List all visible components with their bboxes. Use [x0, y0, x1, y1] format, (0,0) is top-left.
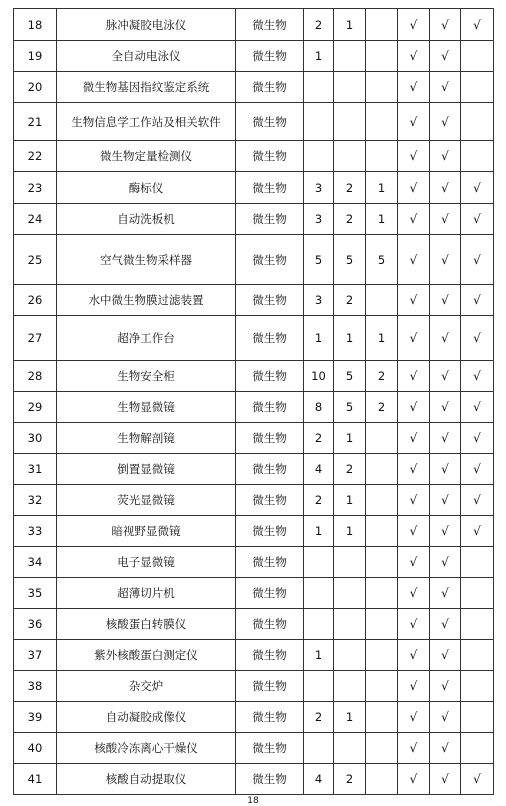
check-3: √	[461, 516, 494, 547]
count-a: 10	[304, 361, 334, 392]
count-b	[334, 671, 366, 702]
check-3	[461, 141, 494, 172]
row-number: 29	[14, 392, 57, 423]
equipment-name: 暗视野显微镜	[57, 516, 236, 547]
count-c	[366, 671, 398, 702]
count-c	[366, 141, 398, 172]
count-c	[366, 72, 398, 103]
check-2: √	[430, 733, 461, 764]
count-b: 5	[334, 235, 366, 285]
count-b	[334, 640, 366, 671]
count-a: 1	[304, 316, 334, 361]
check-1: √	[398, 172, 430, 204]
count-a: 2	[304, 702, 334, 733]
check-2: √	[430, 361, 461, 392]
count-a: 2	[304, 423, 334, 454]
equipment-name: 超薄切片机	[57, 578, 236, 609]
table-row	[14, 41, 494, 72]
table-row	[14, 609, 494, 640]
count-b	[334, 733, 366, 764]
table-row	[14, 516, 494, 547]
category: 微生物	[236, 41, 304, 72]
check-2: √	[430, 516, 461, 547]
check-3	[461, 640, 494, 671]
count-c	[366, 423, 398, 454]
check-2: √	[430, 285, 461, 316]
check-2: √	[430, 141, 461, 172]
check-1: √	[398, 609, 430, 640]
check-1: √	[398, 423, 430, 454]
count-c	[366, 702, 398, 733]
check-1: √	[398, 454, 430, 485]
check-1: √	[398, 316, 430, 361]
equipment-table	[13, 8, 494, 795]
category: 微生物	[236, 454, 304, 485]
category: 微生物	[236, 72, 304, 103]
check-3	[461, 702, 494, 733]
check-2: √	[430, 578, 461, 609]
row-number: 30	[14, 423, 57, 454]
row-number: 39	[14, 702, 57, 733]
count-c	[366, 285, 398, 316]
count-a	[304, 671, 334, 702]
category: 微生物	[236, 609, 304, 640]
check-2: √	[430, 172, 461, 204]
check-2: √	[430, 204, 461, 235]
check-1: √	[398, 702, 430, 733]
count-a: 1	[304, 516, 334, 547]
check-3: √	[461, 454, 494, 485]
category: 微生物	[236, 141, 304, 172]
equipment-name: 杂交炉	[57, 671, 236, 702]
check-2: √	[430, 41, 461, 72]
equipment-name: 微生物基因指纹鉴定系统	[57, 72, 236, 103]
table-row	[14, 9, 494, 41]
check-2: √	[430, 392, 461, 423]
check-1: √	[398, 516, 430, 547]
check-2: √	[430, 454, 461, 485]
count-c	[366, 764, 398, 795]
category: 微生物	[236, 485, 304, 516]
row-number: 24	[14, 204, 57, 235]
check-1: √	[398, 392, 430, 423]
row-number: 36	[14, 609, 57, 640]
count-a	[304, 733, 334, 764]
check-1: √	[398, 671, 430, 702]
category: 微生物	[236, 9, 304, 41]
check-2: √	[430, 764, 461, 795]
row-number: 20	[14, 72, 57, 103]
equipment-name: 倒置显微镜	[57, 454, 236, 485]
check-3	[461, 72, 494, 103]
count-a	[304, 103, 334, 141]
check-3	[461, 41, 494, 72]
count-b: 1	[334, 516, 366, 547]
category: 微生物	[236, 235, 304, 285]
count-c	[366, 609, 398, 640]
count-a: 8	[304, 392, 334, 423]
count-a	[304, 578, 334, 609]
category: 微生物	[236, 172, 304, 204]
table-row	[14, 671, 494, 702]
category: 微生物	[236, 516, 304, 547]
count-b: 2	[334, 204, 366, 235]
equipment-name: 荧光显微镜	[57, 485, 236, 516]
page-number: 18	[247, 796, 259, 806]
equipment-name: 全自动电泳仪	[57, 41, 236, 72]
count-c	[366, 640, 398, 671]
check-1: √	[398, 41, 430, 72]
check-3: √	[461, 235, 494, 285]
count-a	[304, 141, 334, 172]
equipment-name: 生物信息学工作站及相关软件	[57, 103, 236, 141]
check-2: √	[430, 702, 461, 733]
check-2: √	[430, 235, 461, 285]
count-a	[304, 609, 334, 640]
category: 微生物	[236, 640, 304, 671]
check-2: √	[430, 72, 461, 103]
table-row	[14, 103, 494, 141]
count-c: 2	[366, 361, 398, 392]
row-number: 41	[14, 764, 57, 795]
count-c	[366, 516, 398, 547]
check-3	[461, 733, 494, 764]
row-number: 22	[14, 141, 57, 172]
table-row	[14, 454, 494, 485]
table-row	[14, 702, 494, 733]
equipment-name: 酶标仪	[57, 172, 236, 204]
check-3: √	[461, 285, 494, 316]
count-c	[366, 454, 398, 485]
equipment-name: 生物解剖镜	[57, 423, 236, 454]
row-number: 35	[14, 578, 57, 609]
check-2: √	[430, 103, 461, 141]
count-a: 1	[304, 640, 334, 671]
check-2: √	[430, 547, 461, 578]
count-b	[334, 609, 366, 640]
check-2: √	[430, 671, 461, 702]
table-row	[14, 392, 494, 423]
table-row	[14, 485, 494, 516]
category: 微生物	[236, 764, 304, 795]
count-b	[334, 547, 366, 578]
category: 微生物	[236, 671, 304, 702]
count-b	[334, 41, 366, 72]
check-3	[461, 671, 494, 702]
check-3	[461, 609, 494, 640]
count-b: 2	[334, 764, 366, 795]
check-1: √	[398, 547, 430, 578]
check-3: √	[461, 392, 494, 423]
category: 微生物	[236, 578, 304, 609]
check-1: √	[398, 103, 430, 141]
row-number: 25	[14, 235, 57, 285]
count-c	[366, 485, 398, 516]
check-2: √	[430, 485, 461, 516]
check-1: √	[398, 72, 430, 103]
count-a: 3	[304, 172, 334, 204]
check-3: √	[461, 9, 494, 41]
row-number: 37	[14, 640, 57, 671]
row-number: 21	[14, 103, 57, 141]
check-2: √	[430, 9, 461, 41]
check-1: √	[398, 361, 430, 392]
row-number: 38	[14, 671, 57, 702]
table-row	[14, 285, 494, 316]
table-row	[14, 733, 494, 764]
check-3: √	[461, 361, 494, 392]
count-c	[366, 41, 398, 72]
category: 微生物	[236, 702, 304, 733]
count-b: 2	[334, 285, 366, 316]
count-a: 3	[304, 204, 334, 235]
table-body	[14, 9, 494, 795]
category: 微生物	[236, 361, 304, 392]
equipment-name: 生物安全柜	[57, 361, 236, 392]
check-2: √	[430, 316, 461, 361]
table-row	[14, 141, 494, 172]
count-a: 4	[304, 764, 334, 795]
check-1: √	[398, 733, 430, 764]
count-b	[334, 141, 366, 172]
count-b	[334, 72, 366, 103]
table-row	[14, 316, 494, 361]
row-number: 19	[14, 41, 57, 72]
count-b: 2	[334, 172, 366, 204]
row-number: 32	[14, 485, 57, 516]
table-row	[14, 204, 494, 235]
row-number: 34	[14, 547, 57, 578]
equipment-name: 生物显微镜	[57, 392, 236, 423]
equipment-name: 自动洗板机	[57, 204, 236, 235]
check-2: √	[430, 609, 461, 640]
category: 微生物	[236, 316, 304, 361]
category: 微生物	[236, 423, 304, 454]
count-b: 1	[334, 702, 366, 733]
check-2: √	[430, 640, 461, 671]
row-number: 18	[14, 9, 57, 41]
table-row	[14, 764, 494, 795]
equipment-name: 电子显微镜	[57, 547, 236, 578]
equipment-name: 水中微生物膜过滤装置	[57, 285, 236, 316]
count-c: 1	[366, 316, 398, 361]
equipment-name: 空气微生物采样器	[57, 235, 236, 285]
check-1: √	[398, 485, 430, 516]
count-b: 5	[334, 361, 366, 392]
count-b: 1	[334, 316, 366, 361]
count-c: 5	[366, 235, 398, 285]
category: 微生物	[236, 733, 304, 764]
category: 微生物	[236, 392, 304, 423]
count-b: 1	[334, 423, 366, 454]
check-1: √	[398, 204, 430, 235]
count-c	[366, 547, 398, 578]
count-b: 1	[334, 9, 366, 41]
table-row	[14, 578, 494, 609]
check-3	[461, 103, 494, 141]
equipment-name: 核酸自动提取仪	[57, 764, 236, 795]
equipment-name: 自动凝胶成像仪	[57, 702, 236, 733]
check-1: √	[398, 285, 430, 316]
category: 微生物	[236, 204, 304, 235]
equipment-name: 紫外核酸蛋白测定仪	[57, 640, 236, 671]
count-c: 1	[366, 204, 398, 235]
row-number: 26	[14, 285, 57, 316]
row-number: 40	[14, 733, 57, 764]
check-2: √	[430, 423, 461, 454]
equipment-name: 核酸蛋白转膜仪	[57, 609, 236, 640]
count-b	[334, 103, 366, 141]
row-number: 28	[14, 361, 57, 392]
check-1: √	[398, 9, 430, 41]
table-row	[14, 547, 494, 578]
check-3: √	[461, 316, 494, 361]
count-c	[366, 9, 398, 41]
row-number: 27	[14, 316, 57, 361]
count-b: 2	[334, 454, 366, 485]
table-row	[14, 423, 494, 454]
count-c: 1	[366, 172, 398, 204]
row-number: 31	[14, 454, 57, 485]
count-c	[366, 103, 398, 141]
check-1: √	[398, 578, 430, 609]
category: 微生物	[236, 103, 304, 141]
check-1: √	[398, 640, 430, 671]
count-a	[304, 547, 334, 578]
count-a: 4	[304, 454, 334, 485]
count-c	[366, 733, 398, 764]
check-3: √	[461, 485, 494, 516]
check-3: √	[461, 764, 494, 795]
table-row	[14, 235, 494, 285]
check-1: √	[398, 764, 430, 795]
check-3: √	[461, 172, 494, 204]
check-3	[461, 578, 494, 609]
table-row	[14, 72, 494, 103]
equipment-name: 核酸冷冻离心干燥仪	[57, 733, 236, 764]
check-3: √	[461, 423, 494, 454]
table-row	[14, 361, 494, 392]
count-a	[304, 72, 334, 103]
count-a: 2	[304, 485, 334, 516]
check-3	[461, 547, 494, 578]
check-1: √	[398, 235, 430, 285]
count-a: 5	[304, 235, 334, 285]
equipment-name: 微生物定量检测仪	[57, 141, 236, 172]
count-a: 2	[304, 9, 334, 41]
count-a: 3	[304, 285, 334, 316]
count-b: 1	[334, 485, 366, 516]
equipment-name: 脉冲凝胶电泳仪	[57, 9, 236, 41]
row-number: 33	[14, 516, 57, 547]
category: 微生物	[236, 285, 304, 316]
row-number: 23	[14, 172, 57, 204]
count-a: 1	[304, 41, 334, 72]
table-row	[14, 640, 494, 671]
category: 微生物	[236, 547, 304, 578]
table-row	[14, 172, 494, 204]
check-1: √	[398, 141, 430, 172]
equipment-name: 超净工作台	[57, 316, 236, 361]
count-c: 2	[366, 392, 398, 423]
count-b: 5	[334, 392, 366, 423]
check-3: √	[461, 204, 494, 235]
count-c	[366, 578, 398, 609]
count-b	[334, 578, 366, 609]
